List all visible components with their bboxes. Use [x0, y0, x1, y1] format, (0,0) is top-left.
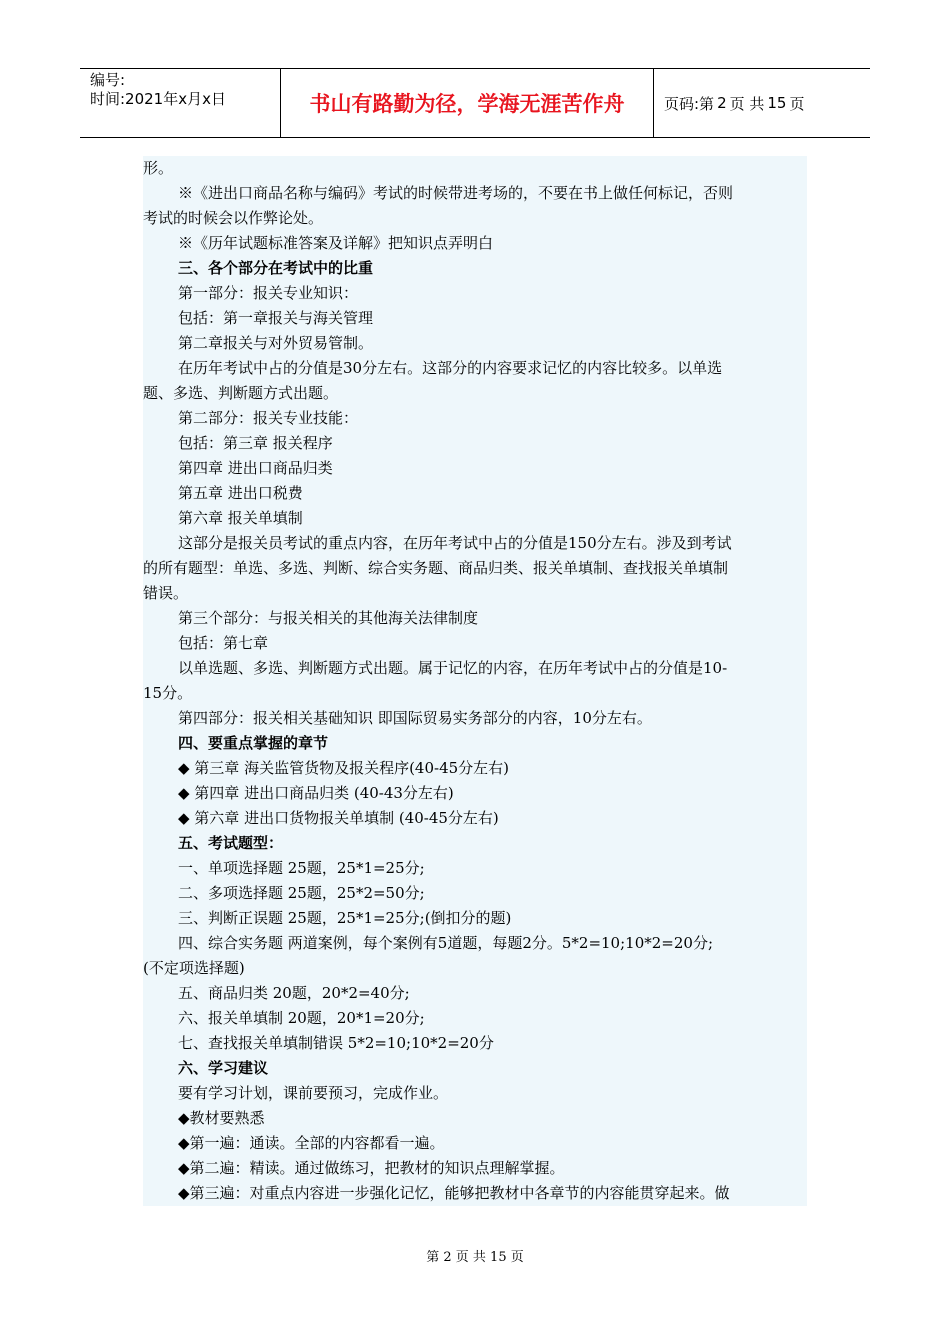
list-item: ◆第一遍：通读。全部的内容都看一遍。 [178, 1134, 445, 1152]
text-line: 以单选题、多选、判断题方式出题。属于记忆的内容，在历年考试中占的分值是10- [178, 659, 728, 677]
text-line: 这部分是报关员考试的重点内容，在历年考试中占的分值是150分左右。涉及到考试 [178, 534, 732, 552]
serial-label: 编号: [90, 71, 126, 89]
text-line: 形。 [143, 159, 174, 177]
text-line: 要有学习计划，课前要预习，完成作业。 [178, 1084, 449, 1102]
text-line: 包括：第七章 [178, 634, 269, 652]
list-item: 七、查找报关单填制错误 5*2=10;10*2=20分 [178, 1034, 494, 1052]
page-header [80, 68, 870, 138]
text-line: 题、多选、判断题方式出题。 [143, 384, 339, 402]
section-heading: 四、要重点掌握的章节 [178, 734, 329, 752]
list-item: 一、单项选择题 25题，25*1=25分; [178, 859, 425, 877]
page-footer: 第 2 页 共 15 页 [426, 1250, 524, 1265]
document-body [143, 156, 807, 1206]
header-page-info [654, 69, 870, 137]
page-mid: 页 共 [729, 94, 765, 113]
list-item: 五、商品归类 20题，20*2=40分; [178, 984, 410, 1002]
list-item: ◆第二遍：精读。通过做练习，把教材的知识点理解掌握。 [178, 1159, 565, 1177]
text-line: 15分。 [143, 684, 193, 702]
text-line: 第二部分：报关专业技能： [178, 409, 359, 427]
section-heading: 五、考试题型： [178, 834, 284, 852]
text-line: 第一部分：报关专业知识： [178, 284, 359, 302]
text-line: 包括：第三章 报关程序 [178, 434, 333, 452]
page-current: 2 [717, 94, 727, 112]
text-line: ※《历年试题标准答案及详解》把知识点弄明白 [178, 234, 494, 252]
text-line: 考试的时候会以作弊论处。 [143, 209, 324, 227]
page-suffix: 页 [789, 94, 805, 113]
text-line: 第五章 进出口税费 [178, 484, 303, 502]
list-item: ◆ 第四章 进出口商品归类 (40-43分左右) [178, 784, 454, 802]
text-line: (不定项选择题) [143, 959, 245, 977]
text-line: 第三个部分：与报关相关的其他海关法律制度 [178, 609, 479, 627]
page-total: 15 [767, 94, 787, 112]
header-info [80, 69, 281, 137]
page-prefix: 页码:第 [664, 94, 715, 113]
time-label: 时间:2021年x月x日 [90, 90, 226, 108]
text-line: 第六章 报关单填制 [178, 509, 303, 527]
list-item: 二、多项选择题 25题，25*2=50分; [178, 884, 425, 902]
text-line: 第二章报关与对外贸易管制。 [178, 334, 374, 352]
text-line: ※《进出口商品名称与编码》考试的时候带进考场的，不要在书上做任何标记，否则 [178, 184, 734, 202]
list-item: ◆第三遍：对重点内容进一步强化记忆，能够把教材中各章节的内容能贯穿起来。做 [178, 1184, 730, 1202]
list-item: 六、报关单填制 20题，20*1=20分; [178, 1009, 425, 1027]
list-item: ◆ 第三章 海关监管货物及报关程序(40-45分左右) [178, 759, 510, 777]
text-line: 包括：第一章报关与海关管理 [178, 309, 374, 327]
list-item: ◆教材要熟悉 [178, 1109, 265, 1127]
header-motto: 书山有路勤为径，学海无涯苦作舟 [281, 69, 654, 137]
section-heading: 三、各个部分在考试中的比重 [178, 259, 374, 277]
list-item: 四、综合实务题 两道案例，每个案例有5道题，每题2分。5*2=10;10*2=20分; [178, 934, 713, 952]
text-line: 第四部分：报关相关基础知识 即国际贸易实务部分的内容，10分左右。 [178, 709, 652, 727]
text-line: 在历年考试中占的分值是30分左右。这部分的内容要求记忆的内容比较多。以单选 [178, 359, 723, 377]
list-item: 三、判断正误题 25题，25*1=25分;(倒扣分的题) [178, 909, 512, 927]
text-line: 错误。 [143, 584, 189, 602]
section-heading: 六、学习建议 [178, 1059, 269, 1077]
text-line: 第四章 进出口商品归类 [178, 459, 333, 477]
text-line: 的所有题型：单选、多选、判断、综合实务题、商品归类、报关单填制、查找报关单填制 [143, 559, 729, 577]
list-item: ◆ 第六章 进出口货物报关单填制 (40-45分左右) [178, 809, 499, 827]
